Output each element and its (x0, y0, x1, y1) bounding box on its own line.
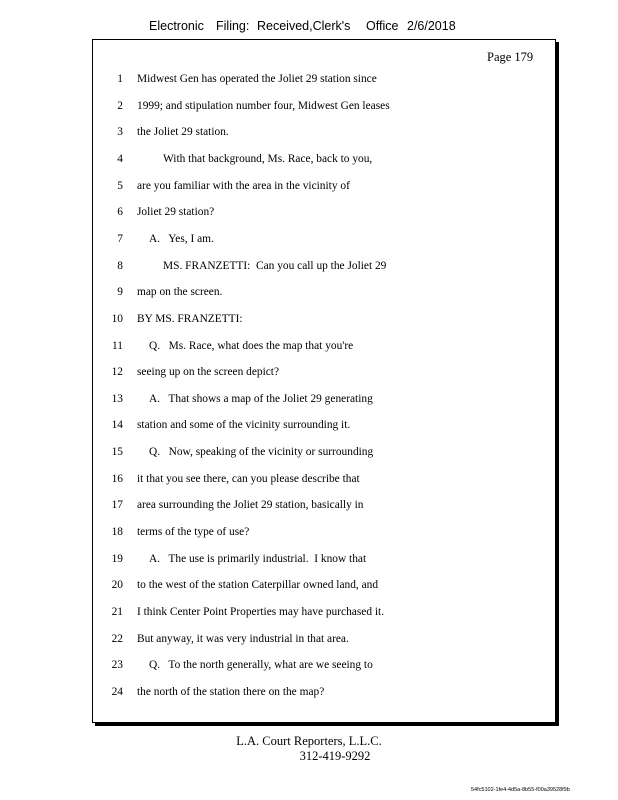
line-text: A. The use is primarily industrial. I know that (149, 552, 367, 565)
line-number: 17 (111, 499, 123, 512)
transcript-line (0, 446, 618, 464)
electronic-filing-stamp (0, 19, 618, 37)
line-text: station and some of the vicinity surrounding it. (137, 419, 351, 432)
transcript-line (0, 659, 618, 677)
court-reporter-name: L.A. Court Reporters, L.L.C. (236, 734, 382, 748)
line-text: to the west of the station Caterpillar owned land, and (137, 579, 379, 592)
line-number: 16 (111, 472, 123, 485)
line-text: terms of the type of use? (137, 526, 250, 538)
transcript-line (0, 233, 618, 251)
transcript-line (0, 393, 618, 411)
line-text: it that you see there, can you please describe that (137, 472, 360, 485)
line-number: 20 (111, 579, 123, 592)
line-number: 19 (111, 552, 123, 565)
line-number: 13 (111, 392, 123, 405)
transcript-line (0, 126, 618, 144)
transcript-line (0, 499, 618, 517)
transcript-line (0, 633, 618, 651)
line-number: 18 (111, 526, 123, 538)
line-text: area surrounding the Joliet 29 station, basically in (137, 499, 364, 512)
line-text: Q. To the north generally, what are we seeing to (149, 659, 373, 672)
transcript-line (0, 473, 618, 491)
line-number: 15 (111, 446, 123, 459)
transcript-line (0, 313, 618, 331)
line-text: With that background, Ms. Race, back to you, (163, 152, 373, 165)
line-number: 10 (111, 312, 123, 325)
transcript-line (0, 260, 618, 278)
transcript-line (0, 366, 618, 384)
line-text: BY MS. FRANZETTI: (137, 312, 243, 325)
transcript-line (0, 100, 618, 118)
line-text: MS. FRANZETTI: Can you call up the Joliet 29 (163, 259, 387, 272)
stamp-received: Received,Clerk's (257, 19, 351, 33)
line-number: 2 (117, 99, 123, 112)
line-number: 14 (111, 419, 123, 432)
line-text: Joliet 29 station? (137, 206, 215, 219)
transcript-line (0, 340, 618, 358)
transcript-line (0, 686, 618, 704)
line-text: the Joliet 29 station. (137, 126, 229, 139)
transcript-line (0, 206, 618, 224)
line-text: 1999; and stipulation number four, Midwest Gen leases (137, 99, 390, 112)
line-number: 3 (117, 126, 123, 139)
document-id: 54fc5102-1fe4-4d5a-8b55-f00a39528f9b (471, 787, 570, 793)
transcript-line (0, 153, 618, 171)
line-number: 22 (111, 632, 123, 645)
line-text: A. Yes, I am. (149, 232, 214, 245)
line-number: 6 (117, 206, 123, 219)
reporter-footer (0, 734, 618, 764)
line-number: 23 (111, 659, 123, 672)
line-text: map on the screen. (137, 286, 223, 299)
line-text: Q. Ms. Race, what does the map that you're (149, 339, 354, 352)
line-number: 8 (117, 259, 123, 272)
line-text: are you familiar with the area in the vicinity of (137, 179, 350, 192)
stamp-office: Office (366, 19, 399, 33)
line-text: A. That shows a map of the Joliet 29 generating (149, 392, 373, 405)
line-number: 12 (111, 366, 123, 379)
transcript-line (0, 526, 618, 544)
transcript-line (0, 286, 618, 304)
transcript-line (0, 553, 618, 571)
transcript-line (0, 419, 618, 437)
line-text: I think Center Point Properties may have purchased it. (137, 606, 385, 618)
transcript-line (0, 73, 618, 91)
line-number: 5 (117, 179, 123, 192)
transcript-line (0, 180, 618, 198)
line-text: Q. Now, speaking of the vicinity or surrounding (149, 446, 374, 459)
transcript-line (0, 606, 618, 624)
line-number: 9 (117, 286, 123, 299)
line-number: 21 (111, 606, 123, 618)
line-text: Midwest Gen has operated the Joliet 29 station since (137, 73, 377, 85)
line-number: 24 (111, 685, 123, 698)
line-text: the north of the station there on the map? (137, 685, 325, 698)
page-number: Page 179 (487, 50, 534, 64)
line-number: 11 (112, 339, 123, 352)
stamp-date: 2/6/2018 (407, 19, 456, 33)
stamp-electronic: Electronic (149, 19, 204, 33)
line-number: 1 (117, 73, 123, 85)
line-number: 4 (117, 152, 123, 165)
line-number: 7 (117, 232, 123, 245)
court-reporter-phone: 312-419-9292 (299, 749, 371, 763)
line-text: seeing up on the screen depict? (137, 366, 280, 379)
transcript-line (0, 579, 618, 597)
stamp-filing: Filing: (216, 19, 250, 33)
line-text: But anyway, it was very industrial in that area. (137, 632, 349, 645)
